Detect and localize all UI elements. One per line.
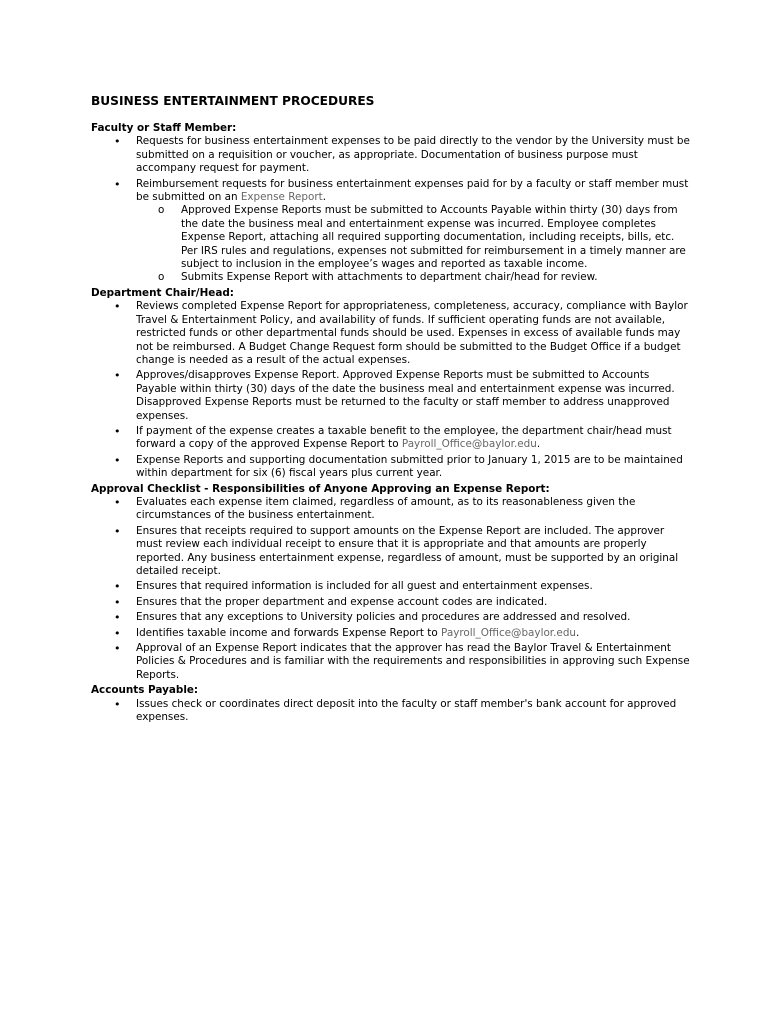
list-item (91, 300, 691, 367)
list-item-text: Expense Reports and supporting documentation submitted prior to January 1, 2015 are to be maintained within department for six (6) fiscal years plus current year. (136, 453, 683, 480)
document-title: BUSINESS ENTERTAINMENT PROCEDURES (91, 94, 375, 108)
list-item (91, 596, 691, 609)
bullet-icon: • (114, 453, 121, 467)
list-item-text: Ensures that receipts required to support amounts on the Expense Report are included. The approver must review each individual receipt to ensure that it is appropriate and that amounts are properly reported. Any business entertainment expense, regardless of amount, must be supported by an original detailed receipt. (136, 524, 679, 577)
list-item-text-end: . (322, 191, 326, 204)
bullet-icon: • (114, 495, 121, 509)
section-heading-chair: Department Chair/Head: (91, 286, 234, 299)
bullet-icon: • (114, 642, 121, 656)
bullet-icon: • (114, 177, 121, 191)
list-item-text: Ensures that any exceptions to University policies and procedures are addressed and resolved. (136, 611, 631, 624)
list-item (91, 135, 691, 175)
circle-bullet-icon: o (158, 271, 165, 284)
list-item (91, 525, 691, 579)
list-item-text: Identifies taxable income and forwards Expense Report to (136, 626, 442, 639)
checklist-list (91, 496, 691, 682)
list-item (91, 369, 691, 423)
list-item-text: Reimbursement requests for business entertainment expenses paid for by a faculty or staff member must be submitted on an (136, 177, 689, 204)
faculty-sub-list (136, 204, 691, 284)
list-item-text: Approval of an Expense Report indicates that the approver has read the Baylor Travel & Entertainment Policies & Procedures and is familiar with the requirements and responsibilities in approving such Expense Reports. (136, 642, 690, 681)
list-item-text: If payment of the expense creates a taxable benefit to the employee, the department chair/head must forward a copy of the approved Expense Report to (136, 424, 672, 451)
bullet-icon: • (114, 369, 121, 383)
bullet-icon: • (114, 135, 121, 149)
list-item (91, 178, 691, 285)
list-item (91, 698, 691, 725)
document-page (91, 93, 691, 726)
bullet-icon: • (114, 580, 121, 594)
sub-list-item (136, 204, 691, 271)
chair-list (91, 300, 691, 480)
bullet-icon: • (114, 611, 121, 625)
section-heading-checklist: Approval Checklist - Responsibilities of Anyone Approving an Expense Report: (91, 482, 550, 495)
list-item-text: Requests for business entertainment expenses to be paid directly to the vendor by the University must be submitted on a requisition or voucher, as appropriate. Documentation of business purpose must accompany request for payment. (136, 135, 690, 175)
list-item (91, 425, 691, 452)
list-item (91, 454, 691, 481)
list-item-text-end: . (536, 438, 541, 451)
list-item (91, 642, 691, 682)
bullet-icon: • (114, 595, 121, 609)
list-item (91, 627, 691, 640)
section-heading-accounts-payable: Accounts Payable: (91, 684, 199, 697)
accounts-payable-list (91, 698, 691, 725)
expense-report-link[interactable]: Expense Report (240, 191, 323, 204)
list-item-text: Evaluates each expense item claimed, regardless of amount, as to its reasonableness given the circumstances of the business entertainment. (136, 495, 636, 522)
list-item (91, 611, 691, 624)
bullet-icon: • (114, 626, 121, 640)
circle-bullet-icon: o (158, 204, 165, 217)
sub-list-item-text: Submits Expense Report with attachments to department chair/head for review. (181, 271, 598, 284)
list-item-text: Ensures that the proper department and expense account codes are indicated. (136, 595, 548, 608)
bullet-icon: • (114, 524, 121, 538)
payroll-email-link[interactable]: Payroll_Office@baylor.edu (401, 438, 537, 451)
list-item-text-end: . (576, 626, 580, 639)
faculty-list (91, 135, 691, 284)
list-item-text: Issues check or coordinates direct deposit into the faculty or staff member's bank account for approved expenses. (136, 697, 677, 724)
payroll-email-link[interactable]: Payroll_Office@baylor.edu (441, 626, 577, 639)
list-item (91, 580, 691, 593)
list-item-text: Reviews completed Expense Report for appropriateness, completeness, accuracy, compliance with Baylor Travel & Entertainment Policy, and availability of funds. If sufficient operating funds are not available, restricted funds or other departmental funds should be used. Expenses in excess of available funds may not be reimbursed. A Budget Change Request form should be submitted to the Budget Office if a budget change is needed as a result of the actual expenses. (136, 300, 688, 366)
bullet-icon: • (114, 697, 121, 711)
bullet-icon: • (114, 424, 121, 438)
sub-list-item (136, 271, 691, 284)
list-item (91, 496, 691, 523)
list-item-text: Approves/disapproves Expense Report. Approved Expense Reports must be submitted to Accounts Payable within thirty (30) days of the date the business meal and entertainment expense was incurred. Disapproved Expense Reports must be returned to the faculty or staff member to address unapproved expenses. (136, 369, 675, 422)
section-heading-faculty: Faculty or Staff Member: (91, 122, 237, 134)
bullet-icon: • (114, 300, 121, 314)
sub-list-item-text: Approved Expense Reports must be submitted to Accounts Payable within thirty (30) days from the date the business meal and entertainment expense was incurred. Employee completes Expense Report, attaching all required supporting documentation, including receipts, bills, etc. Per IRS rules and regulations, expenses not submitted for reimbursement in a timely manner are subject to inclusion in the employee’s wages and reported as taxable income. (181, 204, 686, 271)
list-item-text: Ensures that required information is included for all guest and entertainment expenses. (136, 580, 593, 593)
